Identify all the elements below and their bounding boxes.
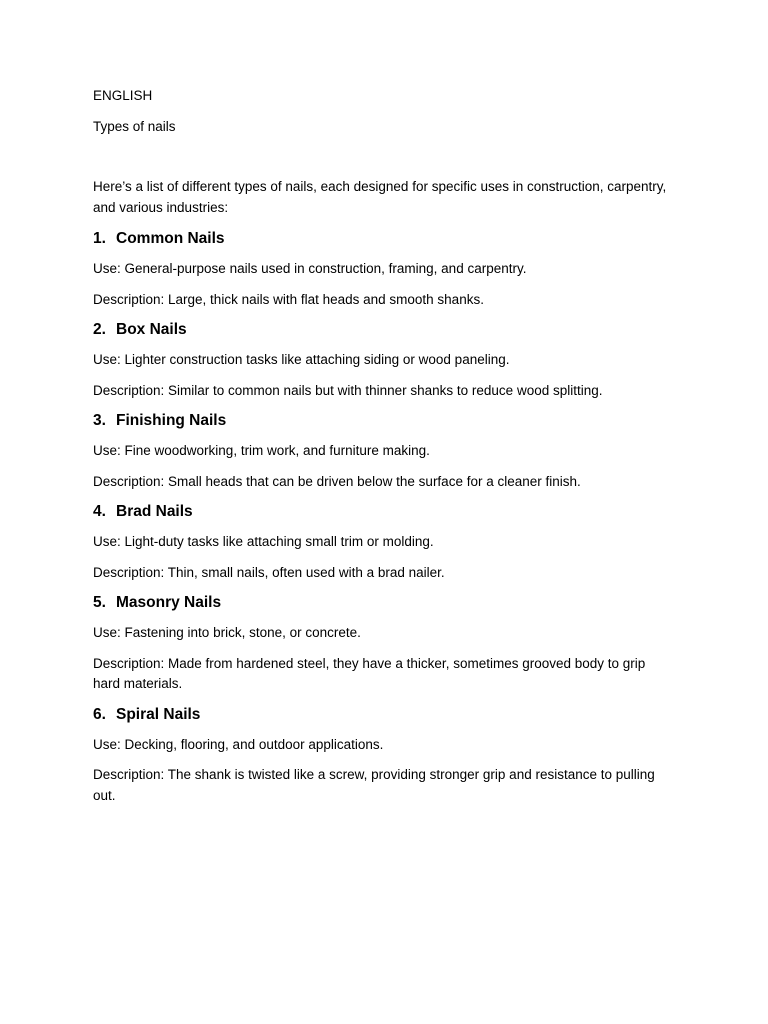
list-number: 3. [93, 412, 106, 429]
nail-name: Box Nails [116, 321, 187, 338]
document-title: Types of nails [93, 118, 176, 134]
nail-heading [93, 319, 668, 341]
nail-item-spiral [93, 704, 668, 807]
nail-use: Use: Light-duty tasks like attaching small trim or molding. [93, 534, 434, 549]
intro-paragraph: Here’s a list of different types of nails, each designed for specific uses in construction, carpentry, and various industries: [93, 179, 667, 215]
list-number: 1. [93, 230, 106, 247]
nail-description: Description: Small heads that can be driven below the surface for a cleaner finish. [93, 473, 581, 489]
nail-name: Finishing Nails [116, 412, 227, 429]
document-body [93, 86, 668, 815]
nail-description: Description: The shank is twisted like a screw, providing stronger grip and resistance to pulling out. [93, 767, 655, 803]
list-number: 6. [93, 705, 106, 723]
nail-use: Use: Fine woodworking, trim work, and furniture making. [93, 443, 430, 458]
nail-item-brad [93, 501, 668, 583]
nail-description: Description: Made from hardened steel, they have a thicker, sometimes grooved body to grip hard materials. [93, 655, 646, 691]
nail-description: Description: Similar to common nails but with thinner shanks to reduce wood splitting. [93, 382, 603, 398]
nail-item-finishing [93, 410, 668, 492]
nail-heading [93, 501, 668, 523]
nail-description: Description: Large, thick nails with flat heads and smooth shanks. [93, 291, 484, 307]
list-number: 4. [93, 503, 106, 520]
nail-item-box [93, 319, 668, 401]
nail-name: Masonry Nails [116, 594, 222, 611]
nail-heading [93, 704, 668, 726]
nail-name: Brad Nails [116, 503, 193, 520]
list-number: 2. [93, 321, 106, 338]
nail-use: Use: Lighter construction tasks like attaching siding or wood paneling. [93, 352, 510, 367]
nail-heading [93, 228, 668, 250]
list-number: 5. [93, 594, 106, 611]
subject-label: ENGLISH [93, 88, 153, 103]
nail-description: Description: Thin, small nails, often used with a brad nailer. [93, 564, 445, 580]
nail-name: Spiral Nails [116, 705, 201, 723]
nail-name: Common Nails [116, 230, 225, 247]
nail-item-common [93, 228, 668, 310]
nail-use: Use: Fastening into brick, stone, or concrete. [93, 625, 361, 640]
nail-heading [93, 410, 668, 432]
nail-heading [93, 592, 668, 614]
nail-use: Use: Decking, flooring, and outdoor applications. [93, 736, 384, 752]
nail-use: Use: General-purpose nails used in construction, framing, and carpentry. [93, 261, 527, 276]
nail-item-masonry [93, 592, 668, 695]
